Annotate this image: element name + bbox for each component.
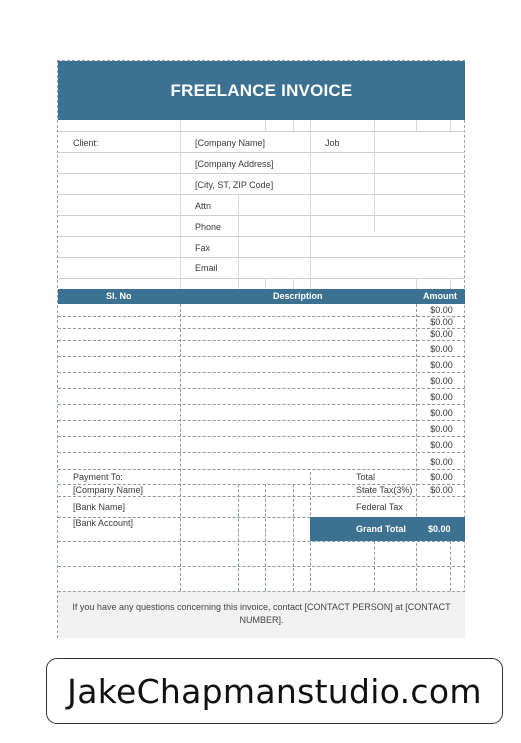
grid-line [265, 278, 266, 289]
state-tax-label: State Tax(3%) [356, 485, 413, 495]
grid-line [416, 120, 417, 131]
grid-line [293, 120, 294, 131]
state-tax-value: $0.00 [430, 485, 453, 495]
column-divider [238, 484, 239, 591]
row-divider [58, 404, 465, 405]
row-divider [58, 496, 465, 497]
sl-no-header: Sl. No [106, 291, 132, 301]
grid-line [58, 278, 465, 279]
payment-company-name[interactable]: [Company Name] [73, 485, 144, 495]
amount-cell: $0.00 [430, 305, 453, 315]
column-divider [180, 304, 181, 591]
grid-line [450, 278, 451, 289]
amount-cell: $0.00 [430, 344, 453, 354]
grid-line [450, 120, 451, 131]
city-state-zip-field[interactable]: [City, ST, ZIP Code] [195, 180, 274, 190]
row-divider [58, 388, 465, 389]
bank-name-field[interactable]: [Bank Name] [73, 502, 126, 512]
row-divider [58, 420, 465, 421]
row-divider [58, 372, 465, 373]
grand-total-row [310, 517, 465, 541]
job-label: Job [325, 138, 340, 148]
grid-line [293, 278, 294, 289]
grid-line [374, 120, 375, 232]
grid-line [58, 236, 465, 237]
phone-label: Phone [195, 222, 222, 232]
column-divider [374, 541, 375, 591]
amount-cell: $0.00 [430, 424, 453, 434]
row-divider [58, 452, 465, 453]
invoice-sheet [57, 60, 465, 638]
amount-cell: $0.00 [430, 329, 453, 339]
grand-total-label: Grand Total [356, 524, 406, 534]
amount-cell: $0.00 [430, 457, 453, 467]
brand-text: JakeChapmanstudio.com [67, 671, 482, 711]
grid-line [58, 194, 465, 195]
grid-line [58, 152, 465, 153]
amount-cell: $0.00 [430, 392, 453, 402]
total-value: $0.00 [430, 472, 453, 482]
amount-cell: $0.00 [430, 408, 453, 418]
fax-label: Fax [195, 243, 211, 253]
total-label: Total [356, 472, 376, 482]
row-divider [58, 328, 465, 329]
grid-line [238, 194, 239, 289]
bank-account-field[interactable]: [Bank Account] [73, 518, 134, 528]
email-label: Email [195, 263, 218, 273]
company-address-field[interactable]: [Company Address] [195, 159, 274, 169]
row-divider [58, 469, 465, 470]
amount-cell: $0.00 [430, 360, 453, 370]
grid-line [58, 173, 465, 174]
amount-header: Amount [423, 291, 457, 301]
grid-line [416, 278, 417, 289]
company-name-field[interactable]: [Company Name] [195, 138, 266, 148]
grid-line [58, 215, 465, 216]
row-divider [58, 356, 465, 357]
row-divider [58, 436, 465, 437]
grid-line [265, 120, 266, 131]
row-divider [58, 340, 465, 341]
column-divider [265, 484, 266, 591]
client-label: Client: [73, 138, 99, 148]
amount-cell: $0.00 [430, 440, 453, 450]
grid-line [58, 131, 465, 132]
grid-line [180, 120, 181, 289]
row-divider [58, 541, 465, 542]
grid-line [58, 257, 465, 258]
column-divider [416, 304, 417, 591]
footer-note: If you have any questions concerning this invoice, contact [CONTACT PERSON] at [CONTACT NUMBER]. [58, 591, 465, 638]
payment-to-label: Payment To: [73, 472, 123, 482]
amount-cell: $0.00 [430, 317, 453, 327]
amount-cell: $0.00 [430, 376, 453, 386]
column-divider [450, 541, 451, 591]
row-divider [58, 566, 465, 567]
invoice-title: FREELANCE INVOICE [58, 61, 465, 120]
grand-total-value: $0.00 [428, 524, 451, 534]
column-divider [293, 484, 294, 591]
items-table-header [58, 289, 465, 304]
grid-line [310, 120, 311, 289]
row-divider [58, 316, 465, 317]
federal-tax-label: Federal Tax [356, 502, 403, 512]
attn-label: Attn [195, 201, 212, 211]
description-header: Description [273, 291, 323, 301]
brand-banner [46, 658, 503, 724]
